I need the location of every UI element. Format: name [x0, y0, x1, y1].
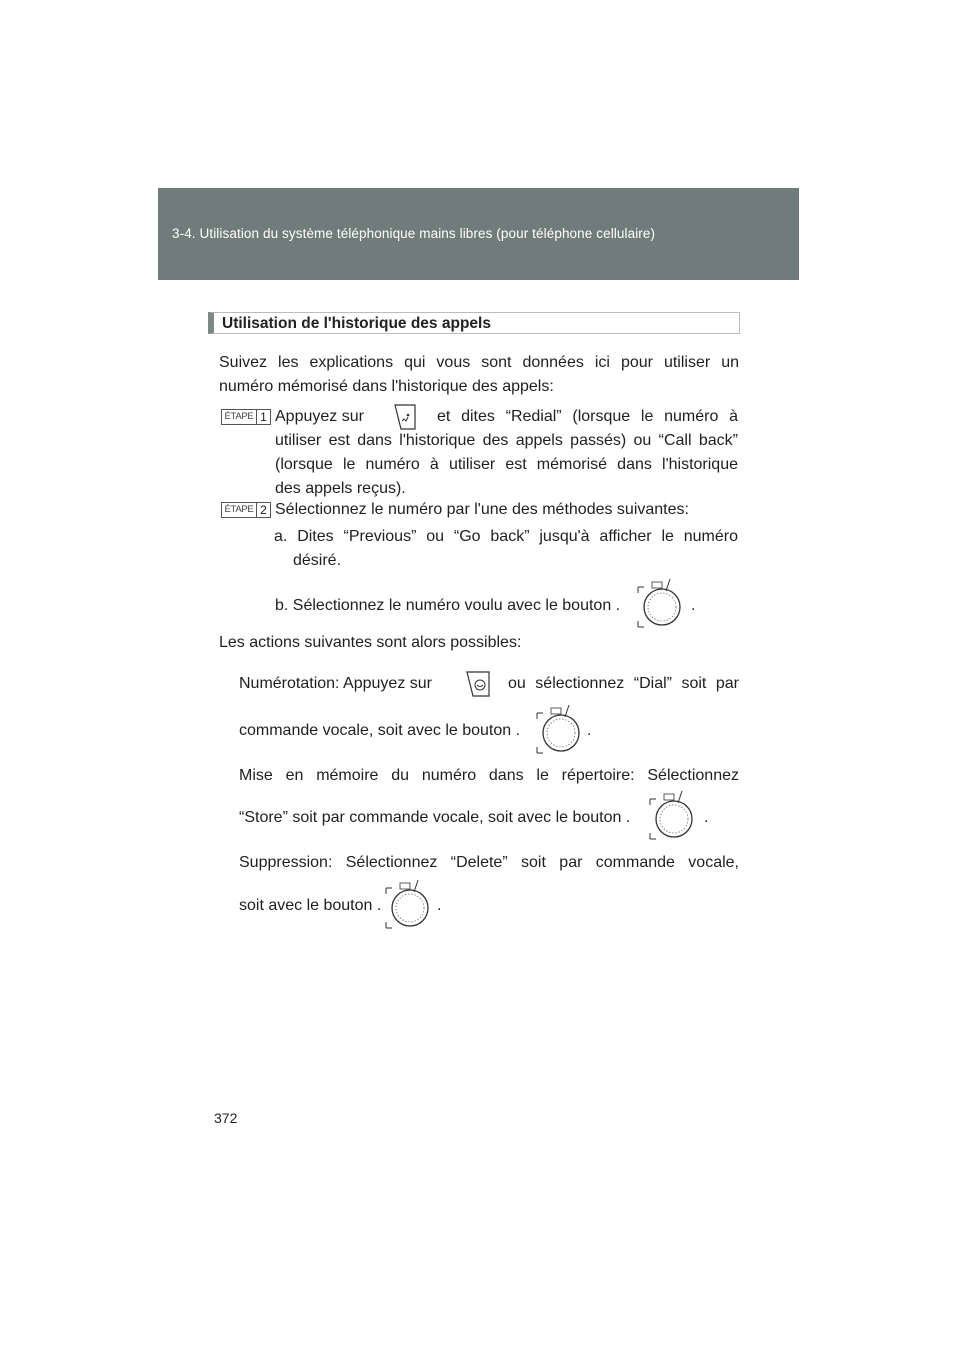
section-heading: Utilisation de l'historique des appels [222, 315, 491, 332]
step-number: 2 [256, 503, 270, 517]
tune-select-knob-icon [646, 789, 702, 843]
tune-select-knob-icon [533, 703, 592, 757]
dial-text-b: ou sélectionnez “Dial” soit par [508, 675, 739, 692]
page-number: 372 [214, 1110, 238, 1126]
delete-end: . [437, 897, 442, 914]
step-word: ÉTAPE [224, 411, 254, 422]
delete-line-2: soit avec le bouton . [239, 897, 382, 914]
step-word: ÉTAPE [224, 504, 254, 515]
step-1-line-2: utiliser est dans l'historique des appels passés) ou “Call back” [275, 432, 738, 449]
step-2-option-a-line-1: a. Dites “Previous” ou “Go back” jusqu'à afficher le numéro [274, 528, 738, 545]
off-hook-switch-icon [465, 670, 491, 698]
chapter-title: 3-4. Utilisation du système téléphonique mains libres (pour téléphone cellulaire) [172, 226, 656, 241]
step-1-line-3: (lorsque le numéro à utiliser est mémorisé dans l'historique [275, 456, 738, 473]
step-2-option-a-line-2: désiré. [293, 552, 342, 569]
store-line-1: Mise en mémoire du numéro dans le répertoire: Sélectionnez [239, 767, 739, 784]
section-heading-box [208, 312, 740, 334]
store-line-2: “Store” soit par commande vocale, soit avec le bouton . [239, 809, 631, 826]
dial-line-2: commande vocale, soit avec le bouton . [239, 722, 521, 739]
step-1-text-b: et dites “Redial” (lorsque le numéro à [437, 408, 738, 425]
step-1-line-4: des appels reçus). [275, 480, 406, 497]
step-2-option-b-end: . [691, 597, 696, 614]
step-2-line-1: Sélectionnez le numéro par l'une des méthodes suivantes: [275, 501, 689, 518]
tune-select-knob-icon [382, 878, 438, 932]
step-number: 1 [256, 410, 270, 424]
dial-text-a: Numérotation: Appuyez sur [239, 675, 432, 692]
intro-line-1: Suivez les explications qui vous sont données ici pour utiliser un [219, 354, 739, 371]
step-1-label [221, 409, 271, 425]
talk-switch-icon [393, 403, 417, 431]
step-2-label [221, 502, 271, 518]
actions-intro: Les actions suivantes sont alors possibles: [219, 634, 522, 651]
chapter-header [158, 188, 799, 280]
step-2-option-b: b. Sélectionnez le numéro voulu avec le bouton . [275, 597, 621, 614]
delete-line-1: Suppression: Sélectionnez “Delete” soit par commande vocale, [239, 854, 739, 871]
tune-select-knob-icon [634, 577, 690, 631]
intro-line-2: numéro mémorisé dans l'historique des appels: [219, 378, 554, 395]
dial-end: . [587, 722, 592, 739]
step-1-text-a: Appuyez sur [275, 408, 364, 425]
store-end: . [704, 809, 709, 826]
